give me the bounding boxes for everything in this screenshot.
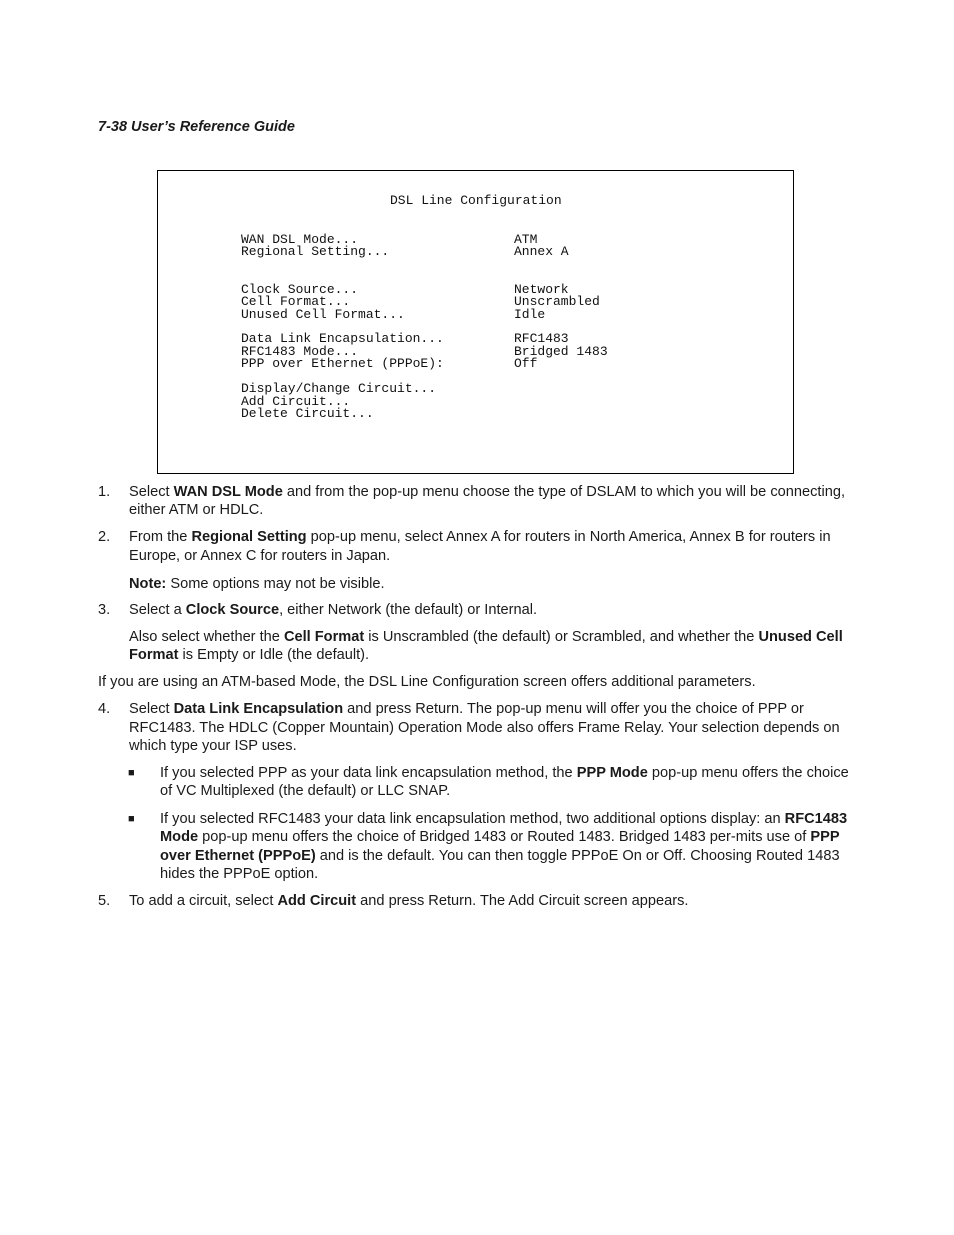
- step-3-continued: [98, 628, 850, 665]
- running-header: 7-38 User’s Reference Guide: [98, 119, 295, 135]
- value-unused-cell-format: Idle: [514, 307, 546, 322]
- text: Select: [129, 484, 174, 500]
- bold-term: PPP Mode: [576, 764, 648, 781]
- text: If you selected RFC1483 your data link encapsulation method, two additional options display: an: [160, 810, 785, 827]
- text: , either Network (the default) or Internal.: [279, 602, 538, 619]
- value-wan-dsl-mode: ATM: [514, 232, 538, 247]
- bold-term: WAN DSL Mode: [173, 484, 283, 500]
- text: and press Return. The pop-up menu will offer you the choice of PPP or RFC1483. The HDLC (Copper Mountain) Operation Mode also offers Frame Relay. Your selection depends on which type your ISP uses.: [129, 701, 840, 754]
- text: is Empty or Idle (the default).: [178, 647, 370, 664]
- menu-item-add-circuit[interactable]: Add Circuit...: [241, 394, 351, 409]
- step-2: [98, 528, 850, 565]
- text: From the: [129, 529, 192, 546]
- value-cell-format: Unscrambled: [514, 294, 600, 309]
- menu-item-cell-format[interactable]: Cell Format...: [241, 294, 351, 309]
- step-4: [98, 700, 850, 755]
- note: [98, 575, 850, 593]
- text: and from the pop-up menu choose the type of DSLAM to which you will be connecting, either ATM or HDLC.: [129, 484, 845, 519]
- value-pppoe: Off: [514, 356, 538, 371]
- text: If you selected PPP as your data link encapsulation method, the: [160, 764, 577, 781]
- bold-term: Add Circuit: [277, 893, 357, 910]
- menu-item-rfc1483-mode[interactable]: RFC1483 Mode...: [241, 344, 359, 359]
- step-number: 3.: [98, 602, 111, 619]
- menu-item-data-link-encapsulation[interactable]: Data Link Encapsulation...: [241, 331, 444, 346]
- step-number: 4.: [98, 701, 111, 718]
- value-rfc1483-mode: Bridged 1483: [514, 344, 608, 359]
- menu-item-unused-cell-format[interactable]: Unused Cell Format...: [241, 307, 405, 322]
- value-regional-setting: Annex A: [514, 244, 569, 259]
- step-number: 1.: [98, 484, 111, 500]
- bold-term: RFC1483 Mode: [160, 810, 848, 846]
- toggle-pppoe[interactable]: PPP over Ethernet (PPPoE):: [241, 356, 444, 371]
- bullet-icon: ■: [128, 812, 135, 825]
- step-number: 5.: [98, 893, 111, 910]
- bold-term: Unused Cell Format: [129, 628, 843, 664]
- text: Select a: [129, 602, 186, 619]
- dsl-line-configuration-screen: [157, 170, 794, 474]
- menu-item-display-change-circuit[interactable]: Display/Change Circuit...: [241, 381, 437, 396]
- screen-title: DSL Line Configuration: [390, 193, 562, 208]
- value-data-link-encapsulation: RFC1483: [514, 331, 569, 346]
- text: To add a circuit, select: [129, 893, 278, 910]
- step-1: [98, 483, 850, 520]
- bullet-ppp: [98, 764, 850, 801]
- bullet-rfc1483: [98, 810, 850, 884]
- text: pop-up menu offers the choice of Bridged 1483 or Routed 1483. Bridged 1483 per-mits use of: [198, 829, 811, 846]
- menu-item-regional-setting[interactable]: Regional Setting...: [241, 244, 390, 259]
- instructions: [98, 483, 850, 911]
- value-clock-source: Network: [514, 282, 569, 297]
- text: Select: [129, 701, 174, 718]
- bold-term: Regional Setting: [191, 529, 307, 546]
- menu-item-wan-dsl-mode[interactable]: WAN DSL Mode...: [241, 232, 359, 247]
- menu-item-clock-source[interactable]: Clock Source...: [241, 282, 359, 297]
- text: and press Return. The Add Circuit screen appears.: [356, 893, 689, 910]
- text: Also select whether the: [129, 628, 284, 645]
- bullet-icon: ■: [128, 766, 135, 779]
- step-3: [98, 601, 850, 619]
- bold-term: Clock Source: [185, 602, 280, 619]
- atm-paragraph: If you are using an ATM-based Mode, the DSL Line Configuration screen offers additional parameters.: [98, 674, 756, 691]
- step-5: [98, 892, 850, 910]
- bold-term: Data Link Encapsulation: [173, 701, 344, 718]
- text: and is the default. You can then toggle PPPoE On or Off. Choosing Routed 1483 hides the PPPoE option.: [160, 847, 840, 882]
- bold-term: Cell Format: [283, 628, 365, 645]
- text: pop-up menu, select Annex A for routers in North America, Annex B for routers in Europe, or Annex C for routers in Japan.: [129, 529, 831, 564]
- text: Some options may not be visible.: [166, 576, 385, 593]
- step-number: 2.: [98, 529, 111, 546]
- text: pop-up menu offers the choice of VC Multiplexed (the default) or LLC SNAP.: [160, 764, 849, 800]
- menu-item-delete-circuit[interactable]: Delete Circuit...: [241, 406, 374, 421]
- bold-term: PPP over Ethernet (PPPoE): [160, 829, 840, 864]
- note-label: Note:: [129, 576, 167, 593]
- text: is Unscrambled (the default) or Scrambled, and whether the: [364, 628, 759, 645]
